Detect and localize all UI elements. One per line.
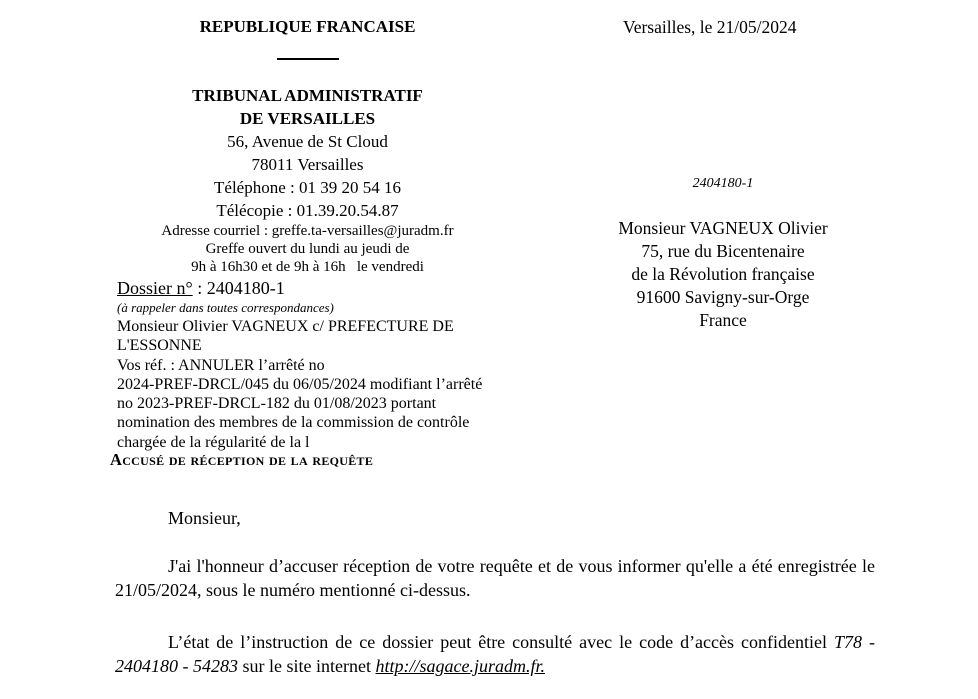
date-line: Versailles, le 21/05/2024 bbox=[623, 17, 797, 37]
your-reference-line-2: 2024-PREF-DRCL/045 du 06/05/2024 modifiant l’arrêté bbox=[117, 375, 483, 393]
separator-rule bbox=[277, 58, 339, 60]
your-reference-line-1: Vos réf. : ANNULER l’arrêté no bbox=[117, 356, 325, 374]
paragraph-2-text-middle: sur le site internet bbox=[238, 656, 376, 676]
body-paragraph-2 bbox=[115, 630, 875, 678]
court-address-line-2: 78011 Versailles bbox=[251, 155, 364, 174]
recipient-street-line-1: 75, rue du Bicentenaire bbox=[641, 241, 805, 261]
paragraph-2-text-start: L’état de l’instruction de ce dossier peut être consulté avec le code d’accès confidentiel bbox=[168, 632, 834, 652]
tribunal-name-line-1: TRIBUNAL ADMINISTRATIF bbox=[192, 86, 423, 105]
case-parties-line-1: Monsieur Olivier VAGNEUX c/ PREFECTURE DE bbox=[117, 318, 454, 335]
case-parties-line-2: L'ESSONNE bbox=[117, 337, 202, 355]
dossier-block bbox=[117, 277, 527, 452]
recipient-city: 91600 Savigny-sur-Orge bbox=[636, 287, 810, 307]
dossier-number-line bbox=[117, 277, 527, 299]
court-phone: Téléphone : 01 39 20 54 16 bbox=[214, 178, 401, 197]
tribunal-name-line-2: DE VERSAILLES bbox=[239, 109, 376, 128]
your-reference-line-4: nomination des membres de la commission de contrôle bbox=[117, 414, 470, 432]
republic-title: REPUBLIQUE FRANCAISE bbox=[199, 17, 416, 36]
court-hours-line-2: 9h à 16h30 et de 9h à 16h le vendredi bbox=[191, 259, 424, 275]
court-hours-line-1: Greffe ouvert du lundi au jeudi de bbox=[205, 241, 410, 257]
dossier-number: : 2404180-1 bbox=[192, 278, 285, 298]
court-email: Adresse courriel : greffe.ta-versailles@juradm.fr bbox=[161, 223, 454, 239]
recipient-address bbox=[573, 217, 873, 332]
recipient-country: France bbox=[699, 310, 747, 330]
case-reference-number: 2404180-1 bbox=[692, 176, 754, 191]
subject-title: Accusé de réception de la requête bbox=[110, 450, 374, 469]
correspondence-note: (à rappeler dans toutes correspondances) bbox=[117, 300, 334, 315]
dossier-label: Dossier n° bbox=[117, 278, 193, 298]
your-reference-line-5: chargée de la régularité de la l bbox=[117, 433, 310, 451]
header-separator bbox=[110, 58, 505, 84]
salutation: Monsieur, bbox=[168, 508, 241, 528]
body-paragraph-1: J'ai l'honneur d’accuser réception de votre requête et de vous informer qu'elle a été enregistrée le 21/05/2024, sous le numéro mentionné ci-dessus. bbox=[115, 556, 875, 600]
court-header bbox=[110, 15, 505, 276]
recipient-name: Monsieur VAGNEUX Olivier bbox=[618, 218, 828, 238]
court-address-line-1: 56, Avenue de St Cloud bbox=[227, 132, 388, 151]
court-fax: Télécopie : 01.39.20.54.87 bbox=[216, 201, 399, 220]
sagace-website-link[interactable]: http://sagace.juradm.fr. bbox=[375, 656, 545, 676]
confidential-access-code: T78 - 2404180 - 54283 bbox=[115, 632, 875, 676]
recipient-street-line-2: de la Révolution française bbox=[631, 264, 815, 284]
your-reference-line-3: no 2023-PREF-DRCL-182 du 01/08/2023 portant bbox=[117, 395, 437, 413]
